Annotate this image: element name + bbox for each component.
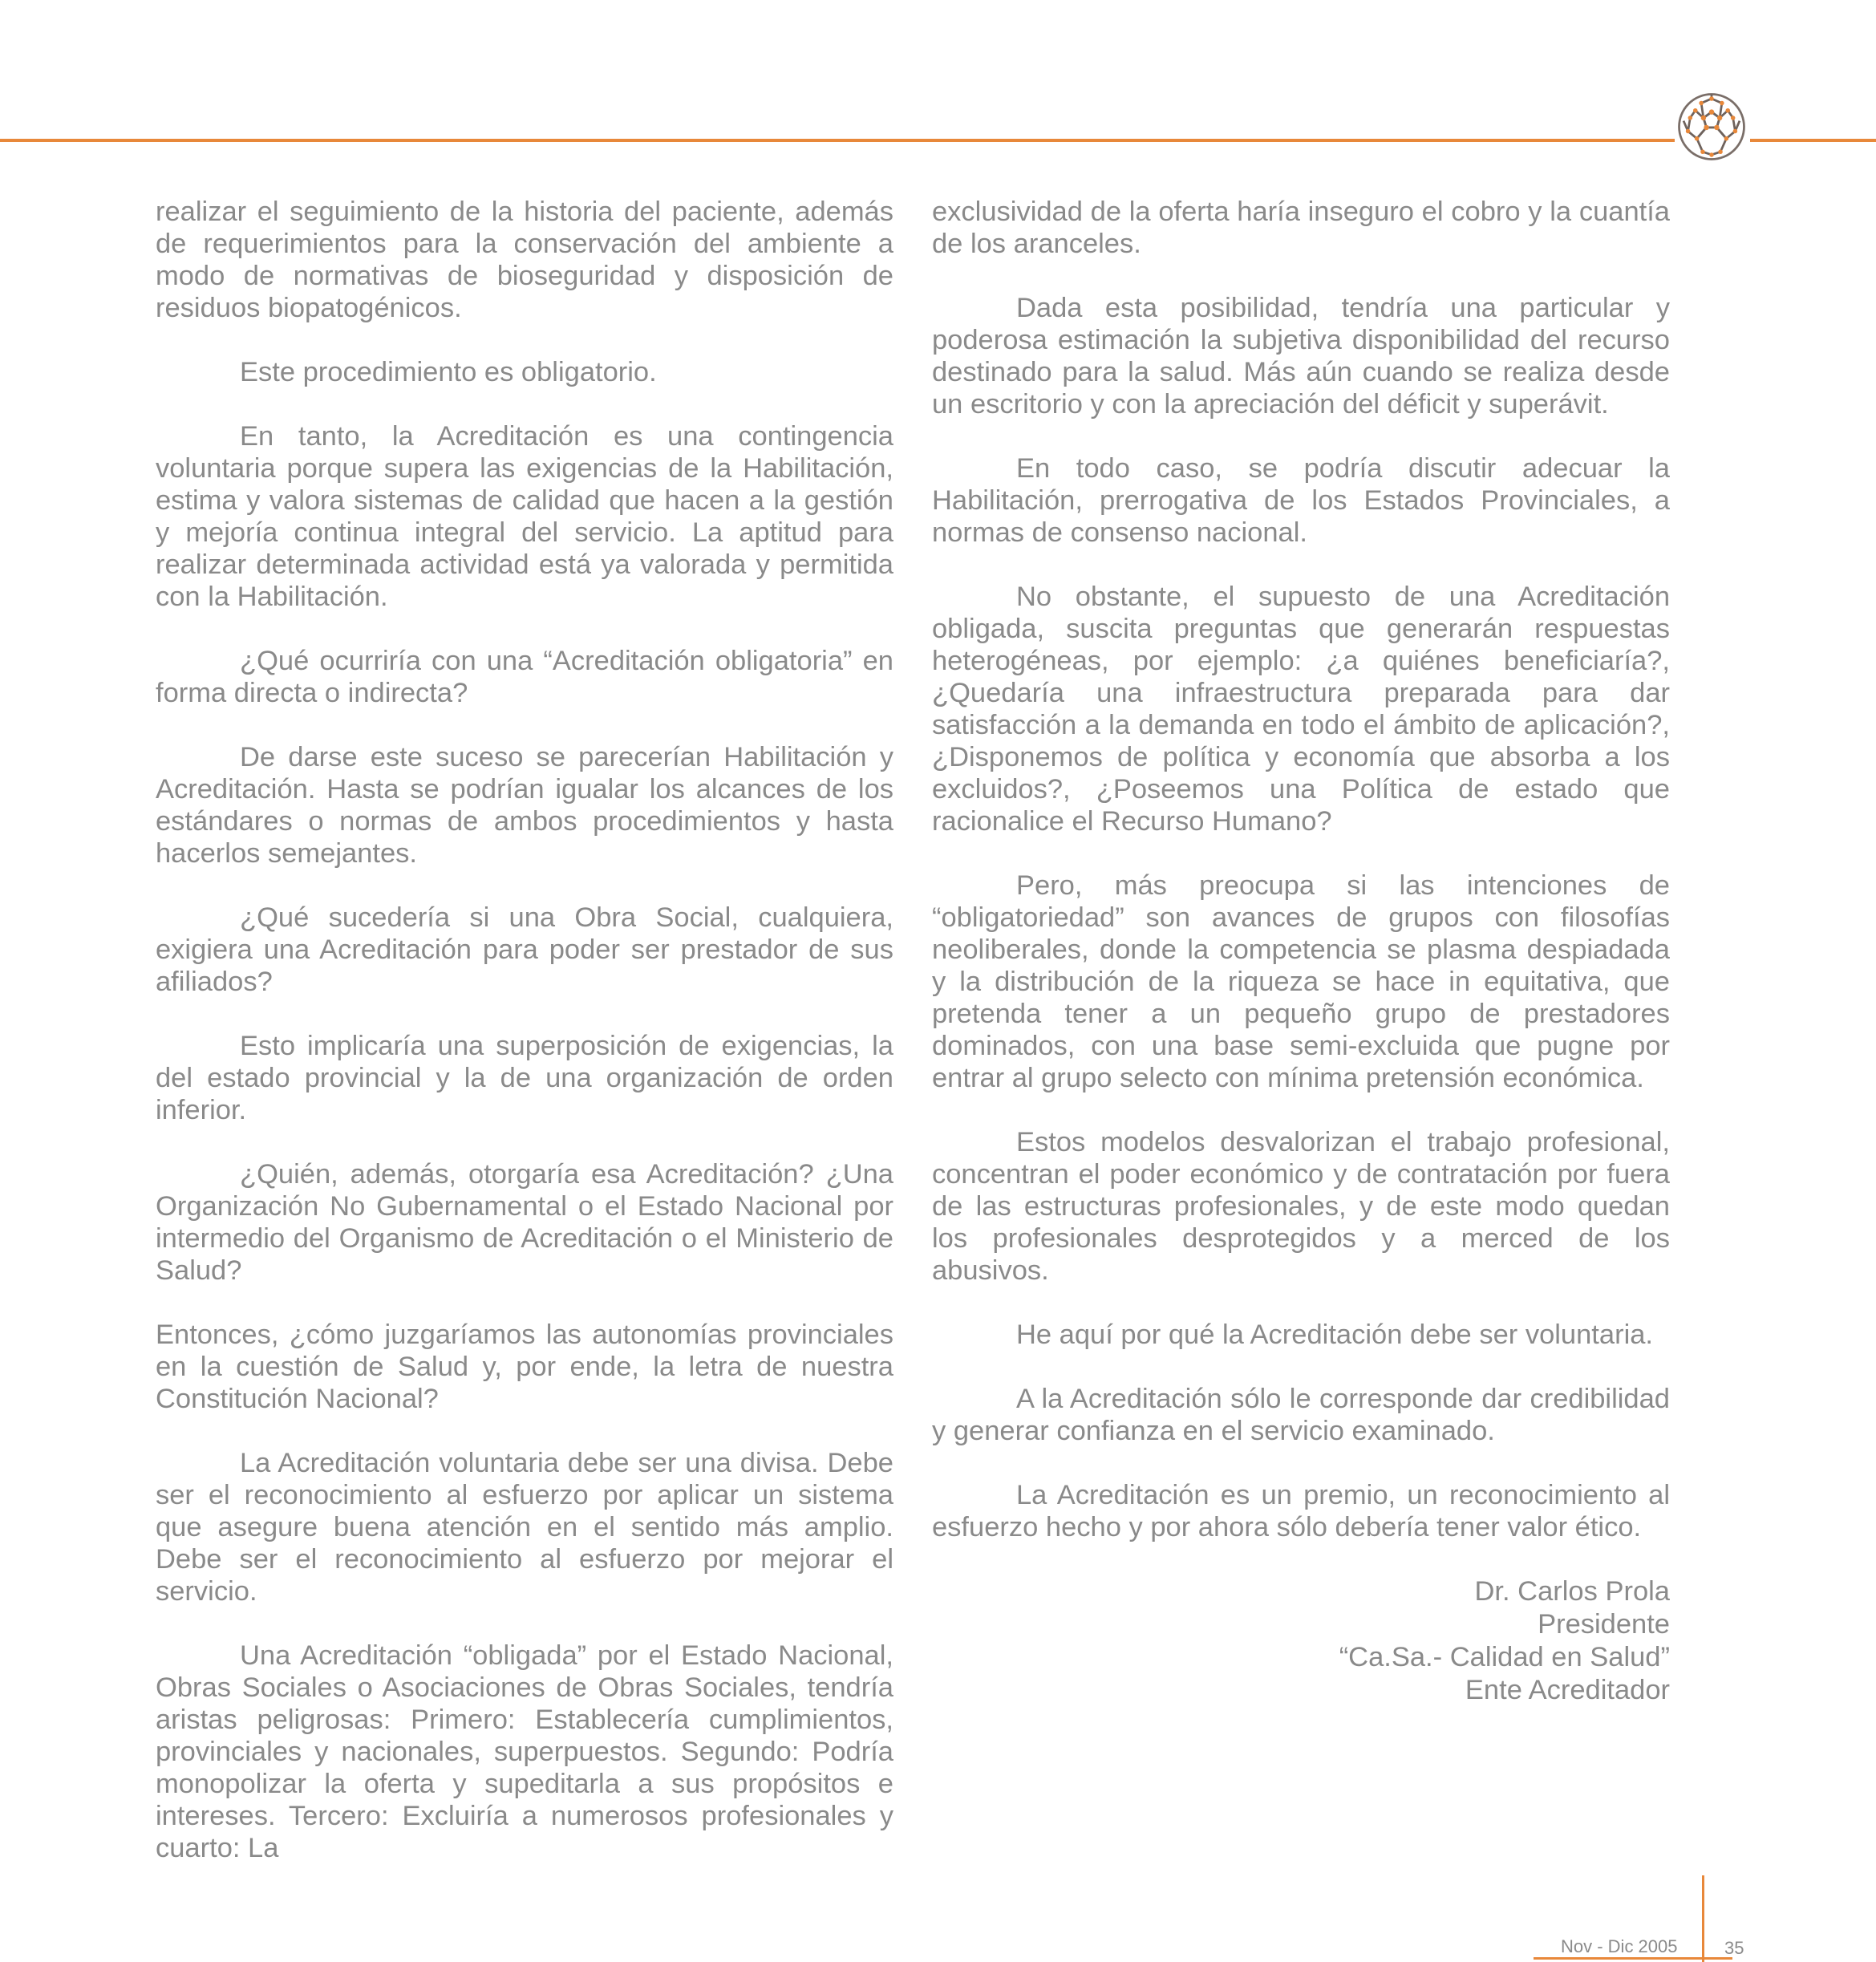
fullerene-molecule-icon (1675, 90, 1748, 164)
paragraph: Una Acreditación “obligada” por el Estado Nacional, Obras Sociales o Asociaciones de Obras Sociales, tendría aristas peligrosas: Primero: Establecería cumplimientos, provinciales y nacionales, superpuestos. Segundo: Podría monopolizar la oferta y supeditarla a sus propósitos e intereses. Tercero: Excluiría a numerosos profesionales y cuarto: La (156, 1640, 893, 1863)
paragraph: He aquí por qué la Acreditación debe ser voluntaria. (1016, 1319, 1654, 1350)
header-rule-left (0, 139, 1675, 142)
paragraph: En todo caso, se podría discutir adecuar la Habilitación, prerrogativa de los Estados Provinciales, a normas de consenso nacional. (932, 453, 1670, 548)
paragraph: De darse este suceso se parecerían Habilitación y Acreditación. Hasta se podrían igualar los alcances de los estándares o normas de ambos procedimientos y hasta hacerlos semejantes. (156, 742, 893, 869)
footer-rule-vertical (1702, 1875, 1704, 1962)
page-number: 35 (1724, 1938, 1744, 1958)
author-entity: Ente Acreditador (1465, 1675, 1670, 1705)
paragraph: Dada esta posibilidad, tendría una particular y poderosa estimación la subjetiva disponibilidad del recurso destinado para la salud. Más aún cuando se realiza desde un escritorio y con la apreciación del déficit y superávit. (932, 293, 1670, 420)
paragraph: Este procedimiento es obligatorio. (240, 357, 657, 387)
paragraph: Estos modelos desvalorizan el trabajo profesional, concentran el poder económico y de contratación por fuera de las estructuras profesionales, y de este modo quedan los profesionales desprotegidos y a merced de los abusivos. (932, 1127, 1670, 1286)
paragraph: ¿Quién, además, otorgaría esa Acreditación? ¿Una Organización No Gubernamental o el Estado Nacional por intermedio del Organismo de Acreditación o el Ministerio de Salud? (156, 1159, 893, 1286)
paragraph: realizar el seguimiento de la historia del paciente, además de requerimientos para la conservación del ambiente a modo de normativas de bioseguridad y disposición de residuos biopatogénicos. (156, 197, 893, 323)
author-role: Presidente (1538, 1609, 1670, 1640)
paragraph: ¿Qué sucedería si una Obra Social, cualquiera, exigiera una Acreditación para poder ser prestador de sus afiliados? (156, 902, 893, 997)
paragraph: Esto implicaría una superposición de exigencias, la del estado provincial y la de una organización de orden inferior. (156, 1031, 893, 1125)
paragraph: ¿Qué ocurriría con una “Acreditación obligatoria” en forma directa o indirecta? (156, 646, 893, 708)
paragraph: La Acreditación voluntaria debe ser una divisa. Debe ser el reconocimiento al esfuerzo por aplicar un sistema que asegure buena atención en el sentido más amplio. Debe ser el reconocimiento al esfuerzo por mejorar el servicio. (156, 1448, 893, 1607)
header-rule-right (1750, 139, 1876, 142)
article-column-left (156, 196, 893, 1896)
article-column-right (932, 196, 1670, 1707)
author-organization: “Ca.Sa.- Calidad en Salud” (1339, 1642, 1670, 1672)
paragraph: En tanto, la Acreditación es una contingencia voluntaria porque supera las exigencias de la Habilitación, estima y valora sistemas de calidad que hacen a la gestión y mejoría continua integral del servicio. La aptitud para realizar determinada actividad está ya valorada y permitida con la Habilitación. (156, 421, 893, 612)
author-name: Dr. Carlos Prola (1474, 1576, 1670, 1607)
paragraph: Entonces, ¿cómo juzgaríamos las autonomías provinciales en la cuestión de Salud y, por ende, la letra de nuestra Constitución Nacional? (156, 1319, 893, 1414)
author-signature-block (932, 1575, 1670, 1707)
paragraph: La Acreditación es un premio, un reconocimiento al esfuerzo hecho y por ahora sólo debería tener valor ético. (932, 1480, 1670, 1542)
paragraph: Pero, más preocupa si las intenciones de “obligatoriedad” son avances de grupos con filosofías neoliberales, donde la competencia se plasma despiadada y la distribución de la riqueza se hace in equitativa, que pretenda tener a un pequeño grupo de prestadores dominados, con una base semi-excluida que pugne por entrar al grupo selecto con mínima pretensión económica. (932, 870, 1670, 1093)
paragraph: exclusividad de la oferta haría inseguro el cobro y la cuantía de los aranceles. (932, 197, 1670, 259)
issue-date: Nov - Dic 2005 (1561, 1936, 1678, 1956)
paragraph: A la Acreditación sólo le corresponde dar credibilidad y generar confianza en el servicio examinado. (932, 1384, 1670, 1446)
paragraph: No obstante, el supuesto de una Acreditación obligada, suscita preguntas que generarán respuestas heterogéneas, por ejemplo: ¿a quiénes beneficiaría?, ¿Quedaría una infraestructura preparada para dar satisfacción a la demanda en todo el ámbito de aplicación?, ¿Disponemos de política y economía que absorba a los excluidos?, ¿Poseemos una Política de estado que racionalice el Recurso Humano? (932, 582, 1670, 837)
